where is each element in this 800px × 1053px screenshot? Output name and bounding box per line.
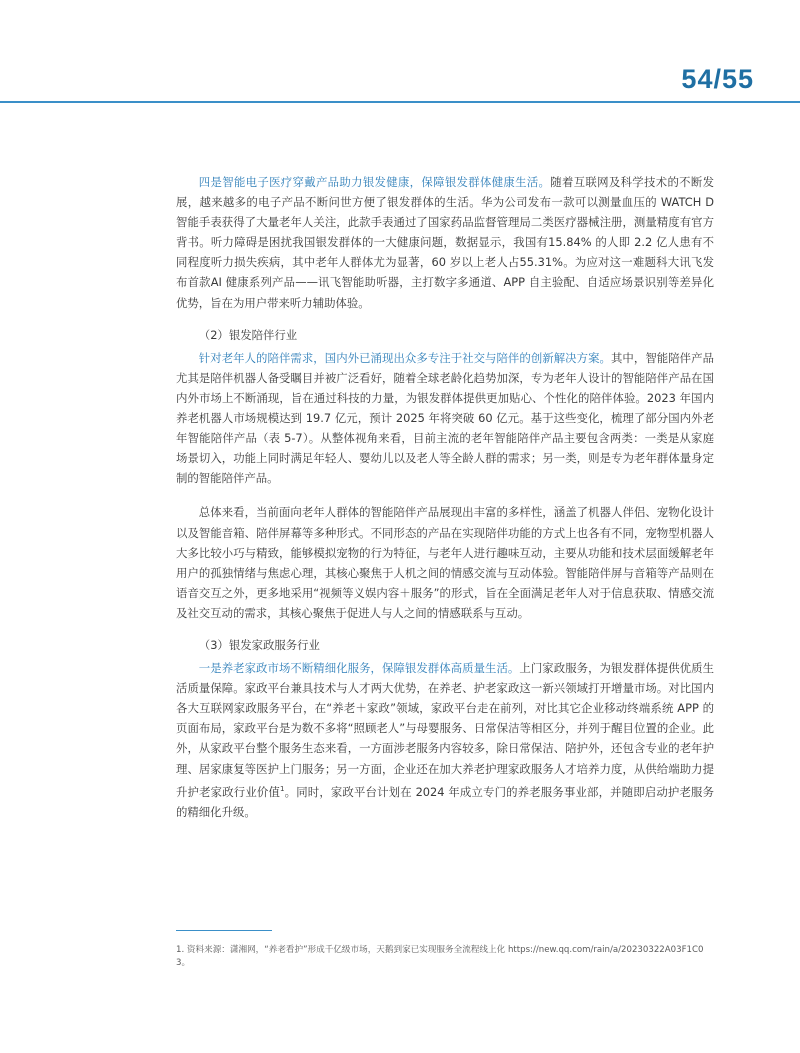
- paragraph-body: 上门家政服务，为银发群体提供优质生活质量保障。家政平台兼具技术与人才两大优势，在养老、护老家政这一新兴领域打开增量市场。对比国内各大互联网家政服务平台，在“养老＋家政”领域，家政平台走在前列，对比其它企业移动终端系统 APP 的页面布局，家政平台是为数不多将“照顾老人”与母婴服务、日常保洁等相区分，并列于醒目位置的企业。此外，从家政平台整个服务生态来看，一方面涉老服务内容较多，除日常保洁、陪护外，还包含专业的老年护理、居家康复等医护上门服务；另一方面，企业还在加大养老护理家政服务人才培养力度，从供给端助力提升护老家政行业价值: [176, 661, 714, 799]
- highlight-lead: 四是智能电子医疗穿戴产品助力银发健康，保障银发群体健康生活。: [198, 175, 551, 189]
- body-text: [176, 172, 714, 822]
- footnote: 1. 资料来源：潇湘网，“养老看护”形成千亿级市场，天鹅到家已实现服务全流程线上化 https://new.qq.com/rain/a/20230322A03F1C03。: [176, 945, 704, 968]
- page-number: 54/55: [681, 64, 754, 94]
- header-divider: [0, 101, 800, 103]
- paragraph-medical-wearables: [176, 172, 714, 313]
- paragraph-body: 其中，智能陪伴产品尤其是陪伴机器人备受瞩目并被广泛看好，随着全球老龄化趋势加深，专为老年人设计的智能陪伴产品在国内外市场上不断涌现，旨在通过科技的力量，为银发群体提供更加贴心、个性化的陪伴体验。2023 年国内养老机器人市场规模达到 19.7 亿元，预计 2025 年将突破 60 亿元。基于这些变化，梳理了部分国内外老年智能陪伴产品（表 5-7）。从整体视角来看，目前主流的老年智能陪伴产品主要包含两类：一类是从家庭场景切入，功能上同时满足年轻人、婴幼儿以及老人等全龄人群的需求；另一类，则是专为老年群体量身定制的智能陪伴产品。: [176, 350, 714, 486]
- paragraph-housekeeping: [176, 658, 714, 822]
- paragraph-tail: 。同时，家政平台计划在 2024 年成立专门的养老服务事业部，并随即启动护老服务的精细化升级。: [176, 784, 714, 819]
- section-heading-housekeeping: （3）银发家政服务行业: [198, 637, 320, 652]
- paragraph-companion: [176, 348, 714, 489]
- paragraph-summary: 总体来看，当前面向老年人群体的智能陪伴产品展现出丰富的多样性，涵盖了机器人伴侣、宠物化设计以及智能音箱、陪伴屏幕等多种形式。不同形态的产品在实现陪伴功能的方式上也各有不同，宠物型机器人大多比较小巧与精致，能够模拟宠物的行为特征，与老年人进行趣味互动，主要从功能和技术层面缓解老年用户的孤独情绪与焦虑心理，其核心聚焦于人机之间的情感交流与互动体验。智能陪伴屏与音箱等产品则在语音交互之外，更多地采用“视频等义娱内容＋服务”的形式，旨在全面满足老年人对于信息获取、情感交流及社交互动的需求，其核心聚焦于促进人与人之间的情感联系与互动。: [176, 505, 714, 620]
- footnote-divider: [176, 930, 272, 931]
- section-heading-companion: （2）银发陪伴行业: [198, 327, 298, 342]
- paragraph-body: 随着互联网及科学技术的不断发展，越来越多的电子产品不断问世方便了银发群体的生活。华为公司发布一款可以测量血压的 WATCH D 智能手表获得了大量老年人关注，此款手表通过了国家药品监督管理局二类医疗器械注册，测量精度有官方背书。听力障碍是困扰我国银发群体的一大健康问题，数据显示，我国有15.84% 的人即 2.2 亿人患有不同程度听力损失疾病，其中老年人群体尤为显著，60 岁以上老人占55.31%。为应对这一难题科大讯飞发布首款AI 健康系列产品——讯飞智能助听器，主打数字多通道、APP 自主验配、自适应场景识别等差异化优势，旨在为用户带来听力辅助体验。: [176, 175, 714, 310]
- highlight-lead: 一是养老家政市场不断精细化服务，保障银发群体高质量生活。: [198, 661, 520, 676]
- footnote-ref[interactable]: 1: [280, 784, 285, 793]
- spacer: [176, 488, 714, 502]
- highlight-lead: 针对老年人的陪伴需求，国内外已涌现出众多专注于社交与陪伴的创新解决方案。: [198, 350, 611, 365]
